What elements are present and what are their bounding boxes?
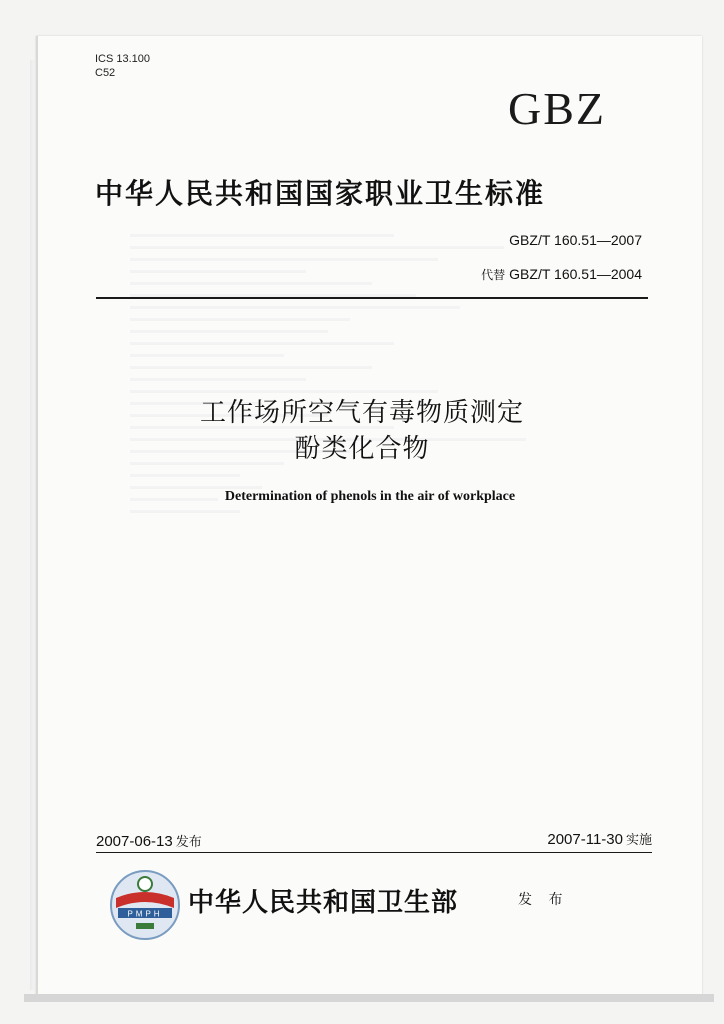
document-title: 工作场所空气有毒物质测定 (199, 398, 524, 428)
date-rule (96, 852, 652, 853)
document-subtitle: 酚类化合物 (294, 434, 430, 464)
implementation-date (547, 829, 652, 848)
publisher-name: 中华人民共和国卫生部 (188, 888, 459, 918)
classification-codes (95, 52, 150, 80)
standard-category: 中华人民共和国国家职业卫生标准 (95, 177, 546, 210)
implementation-date-label: 实施 (625, 833, 652, 848)
seal-text: PMPH (127, 909, 163, 919)
header-rule (96, 297, 648, 299)
implementation-date-value: 2007-11-30 (547, 831, 623, 848)
publisher-seal-icon (108, 868, 182, 942)
replaces-standard (481, 266, 642, 283)
gbz-logo: GBZ (508, 83, 606, 134)
english-title: Determination of phenols in the air of workplace (224, 489, 516, 504)
page-bottom-edge (24, 994, 714, 1002)
replaces-label: 代替 (481, 268, 506, 282)
ccs-code: C52 (95, 67, 116, 79)
ics-code: ICS 13.100 (95, 53, 151, 65)
issue-date-label: 发布 (175, 835, 202, 850)
standard-number: GBZ/T 160.51—2007 (509, 232, 642, 248)
issue-date (96, 831, 202, 850)
replaces-number: GBZ/T 160.51—2004 (509, 266, 642, 282)
issue-date-value: 2007-06-13 (96, 833, 173, 850)
publish-verb: 发 布 (518, 892, 569, 908)
